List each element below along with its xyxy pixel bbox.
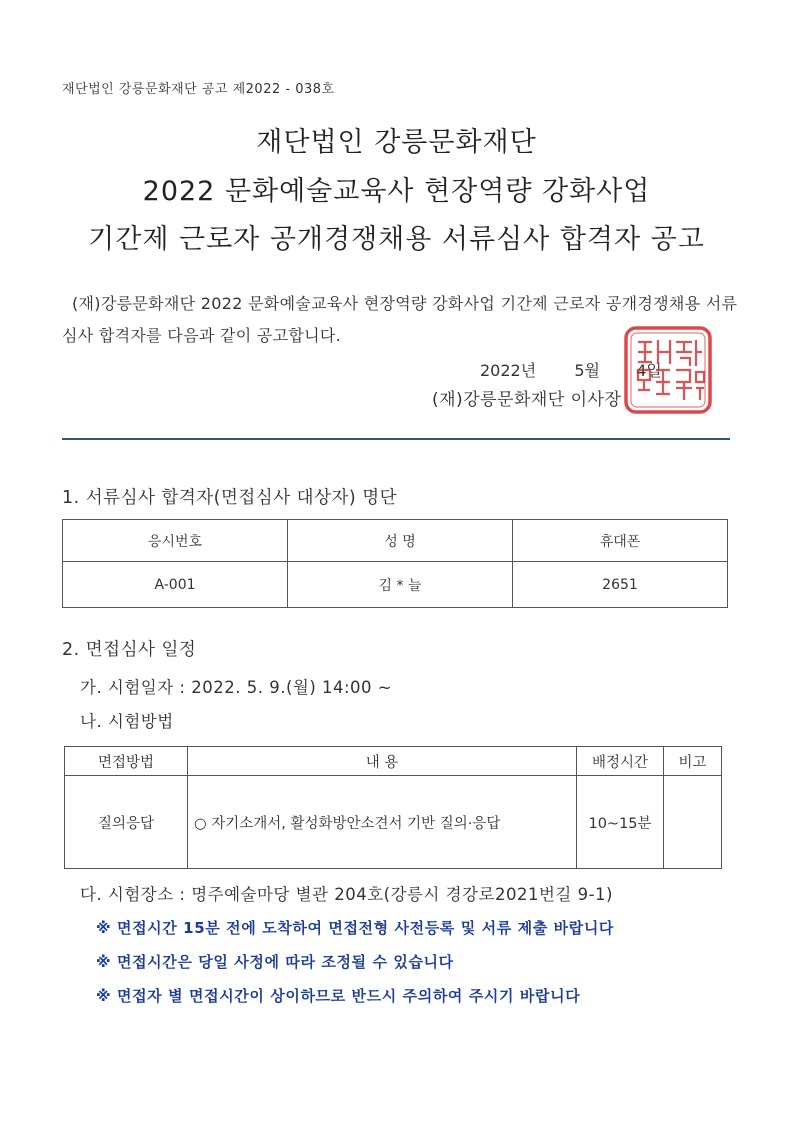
note-arrival: ※ 면접시간 15분 전에 도착하여 면접전형 사전등록 및 서류 제출 바랍니다 <box>96 919 615 937</box>
issuer-name: (재)강릉문화재단 이사장 <box>432 390 622 410</box>
title-line-1: 재단법인 강릉문화재단 <box>256 127 537 158</box>
date-year: 2022년 <box>480 361 537 380</box>
cell-name: 김 * 늘 <box>288 562 513 608</box>
date-day: 4일 <box>636 361 662 380</box>
table-header-row <box>65 747 722 776</box>
section-2-heading: 2. 면접심사 일정 <box>62 640 197 660</box>
column-header-content: 내 용 <box>188 747 577 776</box>
column-header-name: 성 명 <box>288 520 513 562</box>
cell-applicant-number: A-001 <box>63 562 288 608</box>
column-header-applicant-number: 응시번호 <box>63 520 288 562</box>
note-different-times: ※ 면접자 별 면접시간이 상이하므로 반드시 주의하여 주시기 바랍니다 <box>96 987 581 1005</box>
cell-allotted-time: 10~15분 <box>577 776 664 869</box>
interview-method-table <box>64 746 722 869</box>
column-header-allotted-time: 배정시간 <box>577 747 664 776</box>
section-1-heading: 1. 서류심사 합격자(면접심사 대상자) 명단 <box>62 488 398 508</box>
cell-remarks <box>664 776 722 869</box>
intro-paragraph: (재)강릉문화재단 2022 문화예술교육사 현장역량 강화사업 기간제 근로자 공개경쟁채용 서류심사 합격자를 다음과 같이 공고합니다. <box>62 294 738 345</box>
header-divider <box>62 438 730 440</box>
passed-candidates-table <box>62 519 728 608</box>
cell-phone: 2651 <box>513 562 728 608</box>
table-header-row <box>63 520 728 562</box>
official-seal-stamp <box>622 324 714 416</box>
exam-method-item: 나. 시험방법 <box>80 712 174 731</box>
note-schedule-change: ※ 면접시간은 당일 사정에 따라 조정될 수 있습니다 <box>96 953 454 971</box>
notice-number: 재단법인 강릉문화재단 공고 제2022 - 038호 <box>62 82 335 97</box>
date-month: 5월 <box>574 361 601 380</box>
cell-method: 질의응답 <box>65 776 188 869</box>
table-row <box>63 562 728 608</box>
title-line-2: 2022 문화예술교육사 현장역량 강화사업 <box>142 176 651 207</box>
cell-content: ○ 자기소개서, 활성화방안소견서 기반 질의·응답 <box>188 776 577 869</box>
column-header-phone: 휴대폰 <box>513 520 728 562</box>
exam-date-item: 가. 시험일자 : 2022. 5. 9.(월) 14:00 ~ <box>80 678 393 697</box>
title-line-3: 기간제 근로자 공개경쟁채용 서류심사 합격자 공고 <box>88 224 705 255</box>
table-row <box>65 776 722 869</box>
column-header-method: 면접방법 <box>65 747 188 776</box>
exam-location-item: 다. 시험장소 : 명주예술마당 별관 204호(강릉시 경강로2021번길 9-1) <box>80 885 613 904</box>
column-header-remarks: 비고 <box>664 747 722 776</box>
